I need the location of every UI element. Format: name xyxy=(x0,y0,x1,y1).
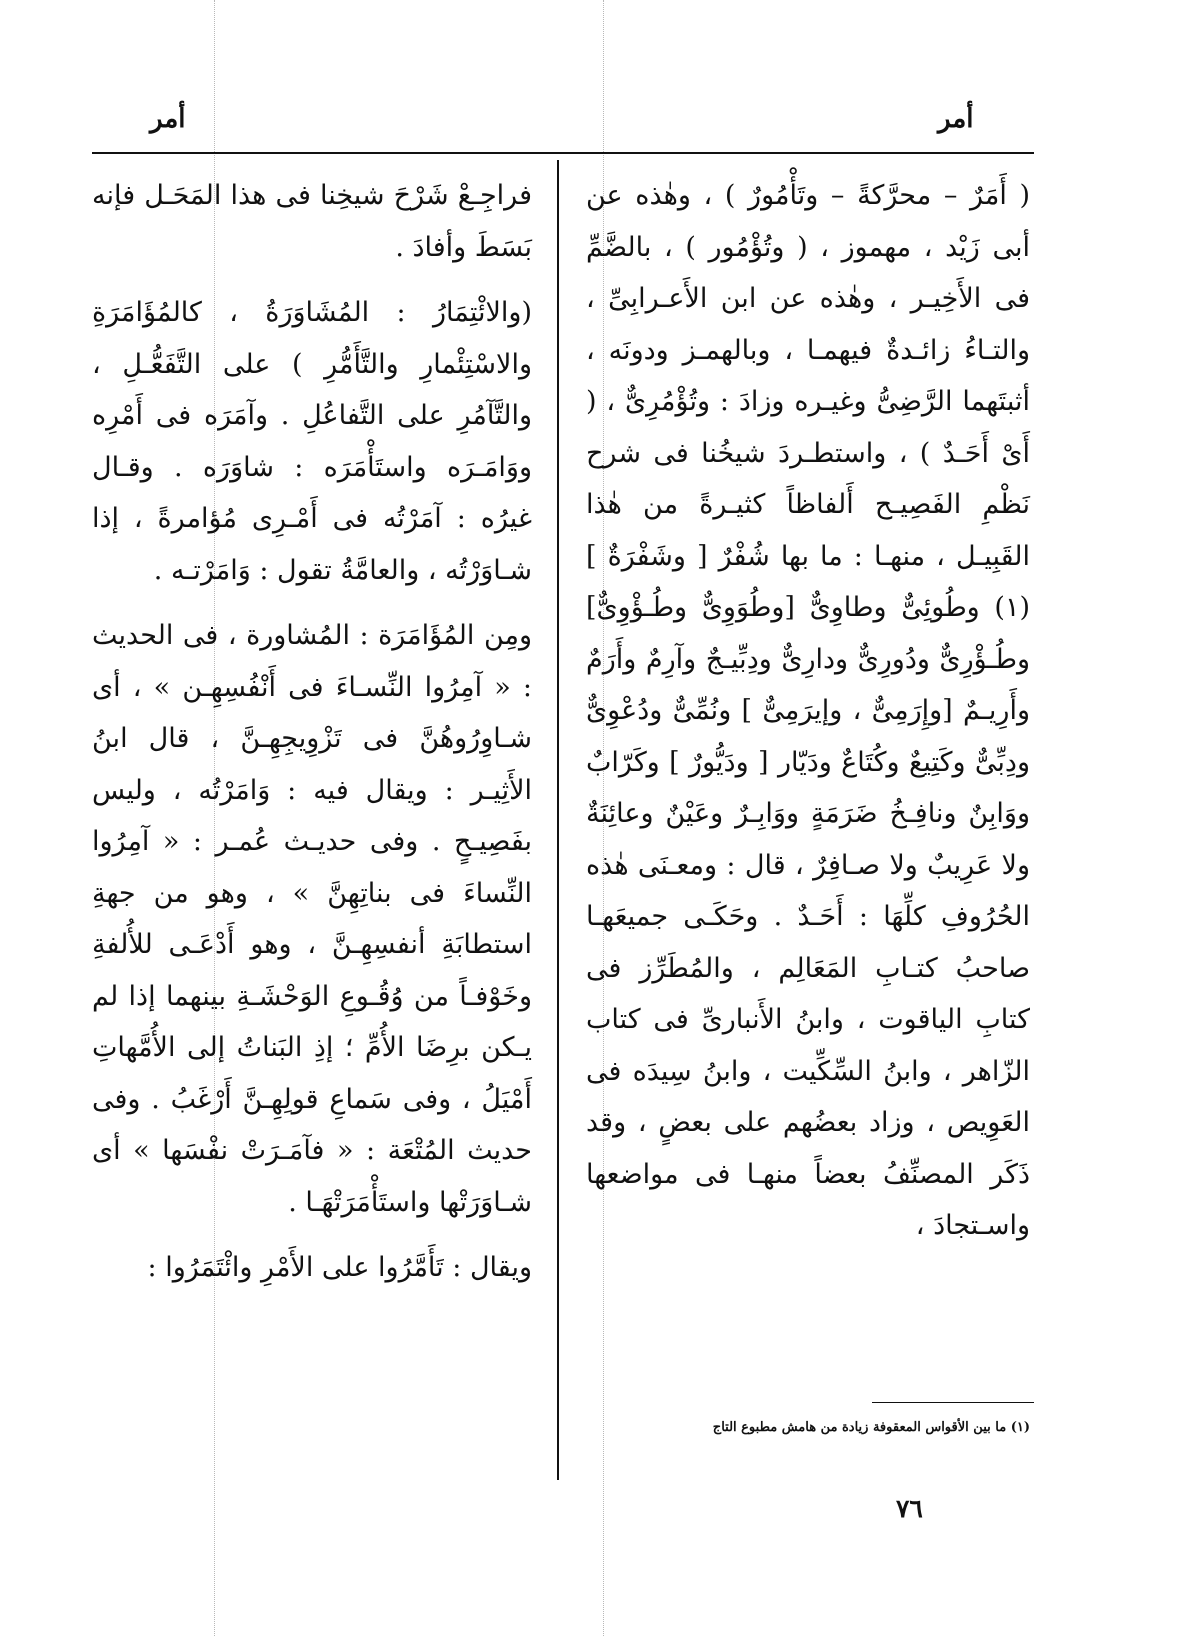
footnote: (١) ما بين الأقواس المعقوفة زيادة من هامش مطبوع التاج xyxy=(712,1420,1030,1435)
header-rule xyxy=(92,152,1034,154)
left-column xyxy=(92,170,532,1308)
running-header-right: أمر xyxy=(938,104,974,134)
paragraph: فراجِـعْ شَرْحَ شيخِنا فى هذا المَحَـل فإنه بَسَطَ وأفادَ . xyxy=(92,180,532,263)
paragraph: ومِن المُؤَامَرَة : المُشاورة ، فى الحديث : « آمِرُوا النِّسـاءَ فى أَنْفُسِهِـن » ، أى شـاوِرُوهُنَّ فى تَزْوِيجِهِـنَّ ، قال ابنُ الأَثِيـر : ويقال فيه : وَامَرْتُه ، وليس بفَصِيـحٍ . وفى حديـث عُمـر : « آمِرُوا النِّساءَ فى بناتِهِنَّ » ، وهو من جهةِ استطابَةِ أنفسِهِـنَّ ، وهو أَدْعَـى للأُلفةِ وخَوْفـاً من وُقُـوعِ الوَحْشَـةِ بينهما إذا لم يـكن برِضَا الأُمِّ ؛ إذِ البَناتُ إلى الأُمَّهاتِ أَمْيَلُ ، وفى سَماعِ قولِهِـنَّ أَرْغَبُ . وفى حديث المُتْعَة : « فآمَـرَتْ نفْسَها » أى شـاوَرَتْها واستَأْمَرَتْهَـا . xyxy=(92,620,532,1218)
right-column xyxy=(586,170,1030,1266)
column-separator xyxy=(557,160,559,1480)
paragraph: ( أَمَرٌ – محرَّكةً – وتَأْمُورٌ ) ، وهٰذه عن أبى زَيْد ، مهموز ، ( وتُؤْمُور ) ، بالضَّمِّ فى الأَخِيـر ، وهٰذه عن ابن الأَعـرابِىِّ ، والتـاءُ زائـدةٌ فيهمـا ، وبالهمـز ودونَه ، أثبتَهما الرَّضِىُّ وغيـره وزادَ : وتُؤْمُرِىٌّ ، ( أَىْ أَحَـدٌ ) ، واستطـردَ شيخُنا فى شرح نَظْمِ الفَصِيـح أَلفاظاً كثيـرةً من هٰذا القَبِيـل ، منهـا : ما بها شُفْرٌ [ وشَفْرَةٌ ] (١) وطُوئِىٌّ وطاوِىٌّ [وطُوَوِىٌّ وطُـؤْوِىٌّ] وطُـؤْرِىٌّ ودُورِىٌّ ودارِىٌّ ودِبِّيـجٌ وآرِمٌ وأَرَمٌ وأَرِيـمٌ [وإِرَمِىٌّ ، وإيرَمِىٌّ ] ونُمِّىٌّ ودُعْوِىٌّ ودِبِّىٌّ وكَتِيعٌ وكُتَاعٌ ودَيّار [ ودَيُّورٌ ] وكَرّابٌ ووَابِنٌ ونافِـخُ ضَرَمَةٍ ووَابِـرٌ وعَيْنٌ وعائِنَةٌ ولا عَرِيبٌ ولا صـافِرٌ ، قال : ومعـنَى هٰذه الحُرُوفِ كلِّهَا : أَحَـدٌ . وحَكَـى جميعَهـا صاحبُ كتـابِ المَعَالِم ، والمُطَرِّز فى كتابِ الياقوت ، وابنُ الأَنبارىِّ فى كتاب الزّاهر ، وابنُ السِّكِّيت ، وابنُ سِيدَه فى العَوِيص ، وزاد بعضُهم على بعضٍ ، وقد ذَكَر المصنِّفُ بعضاً منهـا فى مواضعها واسـتجادَ ، xyxy=(586,180,1030,1241)
footnote-rule xyxy=(872,1402,1034,1403)
paragraph: (والائْتِمَارُ : المُشَاوَرَةُ ، كالمُؤَامَرَةِ والاسْتِئْمارِ والتَّأَمُّرِ ) على التَّفَعُّـلِ ، والتَّآمُرِ على التَّفاعُلِ . وآمَرَه فى أَمْرِه ووَامَـرَه واستَأْمَرَه : شاوَرَه . وقـال غيرُه : آمَرْتُه فى أَمْـرِى مُؤامرةً ، إذا شـاوَرْتُه ، والعامَّةُ تقول : وَامَرْتـه . xyxy=(92,297,532,586)
page-number: ٧٦ xyxy=(896,1494,923,1523)
running-header-left: أمر xyxy=(150,104,186,134)
paragraph: ويقال : تَأَمَّرُوا على الأَمْرِ وائْتَمَرُوا : xyxy=(147,1252,532,1283)
